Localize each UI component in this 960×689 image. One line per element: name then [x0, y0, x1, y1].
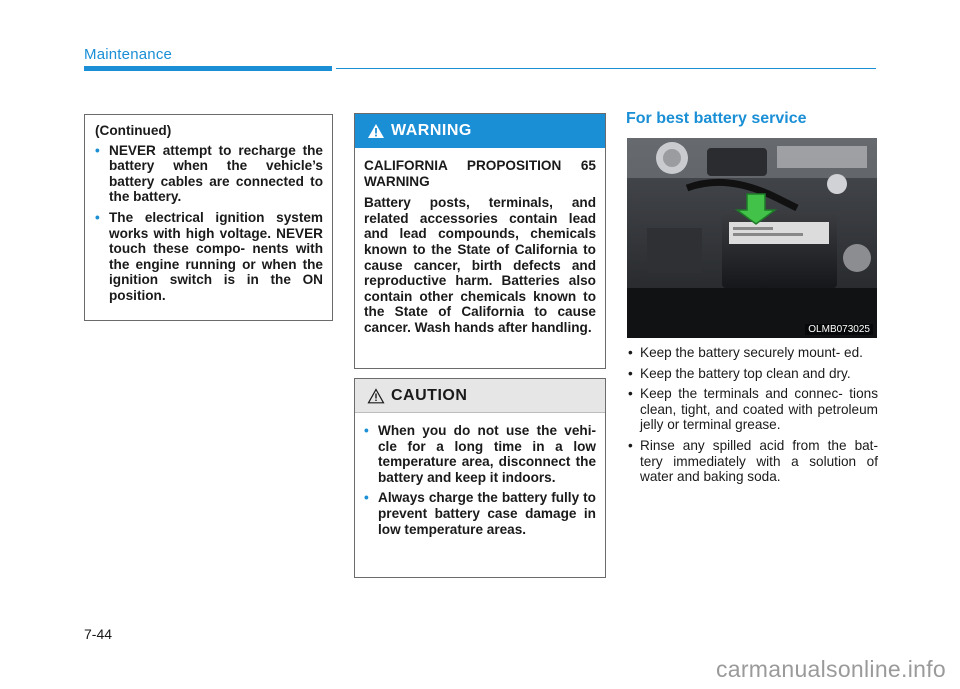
list-item: • Keep the battery securely mount- ed. — [628, 345, 863, 360]
bullet-dot-icon: • — [628, 386, 633, 402]
battery-service-title: For best battery service — [626, 110, 807, 127]
page-number: 7-44 — [84, 626, 113, 642]
caution-header — [355, 379, 605, 413]
warning-heading: CALIFORNIA PROPOSITION 65 WARNING — [364, 158, 596, 189]
section-title: Maintenance — [84, 46, 173, 63]
image-code: OLMB073025 — [805, 324, 873, 335]
list-item: • Keep the battery top clean and dry. — [628, 365, 851, 381]
caution-title: CAUTION — [391, 386, 468, 404]
list-item: • Keep the terminals and connec- tions clean, tight, and coated with petroleum jelly or terminal grease. — [628, 386, 878, 433]
caution-triangle-icon — [367, 388, 385, 404]
bullet-dot-icon: • — [628, 345, 633, 360]
warning-triangle-icon — [367, 123, 385, 139]
list-item: • When you do not use the vehi- cle for a long time in a low temperature area, disconnect the battery and keep it indoors. — [364, 423, 596, 485]
header-rule-thin — [336, 68, 876, 69]
warning-text: Battery posts, terminals, and related accessories contain lead and lead compounds, chemicals known to the State of California to cause cancer, birth defects and reproductive harm. Batteries also contain other chemicals known to the State of California to cause cancer. Wash hands after handling. — [364, 195, 596, 335]
battery-photo — [627, 138, 877, 338]
bullet-dot-icon: • — [95, 209, 100, 225]
caution-box — [354, 378, 606, 578]
warning-box — [354, 113, 606, 369]
bullet-dot-icon: • — [628, 437, 633, 453]
caution-body — [355, 413, 605, 537]
watermark: carmanualsonline.info — [715, 656, 946, 682]
list-item: • Rinse any spilled acid from the bat- tery immediately with a solution of water and baking soda. — [628, 437, 878, 485]
list-item: • NEVER attempt to recharge the battery when the vehicle’s battery cables are connected to the battery. — [95, 142, 323, 205]
bullet-dot-icon: • — [628, 365, 633, 381]
battery-service-list — [626, 345, 878, 490]
warning-title: WARNING — [391, 122, 472, 140]
continued-heading: (Continued) — [95, 123, 172, 138]
bullet-dot-icon: • — [95, 142, 100, 158]
list-item: • Always charge the battery fully to prevent battery case damage in low temperature areas. — [364, 490, 596, 537]
bullet-dot-icon: • — [364, 490, 369, 506]
bullet-dot-icon: • — [364, 423, 369, 438]
header-rule-thick — [84, 66, 332, 71]
battery-illustration-icon — [627, 138, 877, 338]
warning-body — [355, 148, 605, 336]
list-item: • The electrical ignition system works with high voltage. NEVER touch these compo- nents with the engine running or when the ignition switch is in the ON position. — [95, 209, 323, 303]
warning-header — [355, 114, 605, 148]
caution-list — [364, 423, 596, 537]
continued-list — [95, 143, 323, 304]
continued-box — [84, 114, 333, 321]
